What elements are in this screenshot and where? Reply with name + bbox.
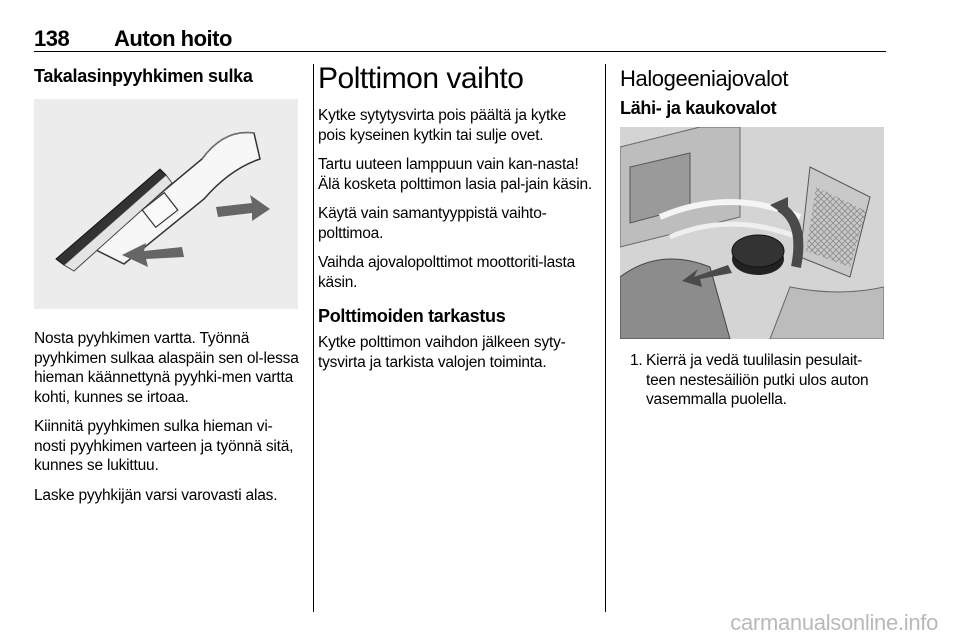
page-header [34,26,886,50]
paragraph-bulb-1: Kytke sytytysvirta pois päältä ja kytke pois kyseinen kytkin tai sulje ovet. [318,107,567,144]
wiper-blade-drawing [34,99,298,309]
wiper-blade-figure [34,99,298,309]
list-item-text: Kierrä ja vedä tuulilasin pesulait-teen nestesäiliön putki ulos auton vasemmalla puolella. [646,352,869,408]
paragraph-wiper-3: Laske pyyhkijän varsi varovasti alas. [34,486,278,504]
section-heading-wiper: Takalasinpyyhkimen sulka [34,66,253,86]
paragraph-wiper-1: Nosta pyyhkimen vartta. Työnnä pyyhkimen sulkaa alaspäin sen ol-lessa hieman käännettynä pyyhki-men vartta kohti, kunnes se irtoaa. [34,330,299,406]
column-wiper [34,60,302,515]
paragraph-wiper-2: Kiinnitä pyyhkimen sulka hieman vi-nosti pyyhkimen varteen ja työnnä sitä, kunnes se lukittuu. [34,418,294,474]
subheading-bulb-check: Polttimoiden tarkastus [318,306,506,326]
section-heading-halogen: Halogeeniajovalot [620,66,789,91]
paragraph-bulb-2: Tartu uuteen lamppuun vain kan-nasta! Älä kosketa polttimon lasia pal-jain käsin. [318,156,592,193]
list-item-number: 1. [630,352,643,369]
engine-bay-figure [620,127,884,339]
subheading-low-high-beam: Lähi- ja kaukovalot [620,98,777,118]
instruction-list [620,351,886,410]
column-bulb [318,60,596,382]
section-heading-bulb: Polttimon vaihto [318,62,524,95]
column-divider-1 [313,64,314,612]
list-item [620,351,886,410]
column-divider-2 [605,64,606,612]
paragraph-bulb-3: Käytä vain samantyyppistä vaihto-polttimoa. [318,205,547,242]
paragraph-bulb-4: Vaihda ajovalopolttimot moottoriti-lasta käsin. [318,254,576,291]
chapter-title: Auton hoito [114,26,232,51]
engine-bay-drawing [620,127,884,339]
page-number: 138 [34,26,70,51]
header-divider [34,51,886,52]
column-halogen [620,60,886,410]
watermark: carmanualsonline.info [730,610,938,635]
paragraph-bulb-check: Kytke polttimon vaihdon jälkeen syty-tysvirta ja tarkista valojen toiminta. [318,334,566,371]
